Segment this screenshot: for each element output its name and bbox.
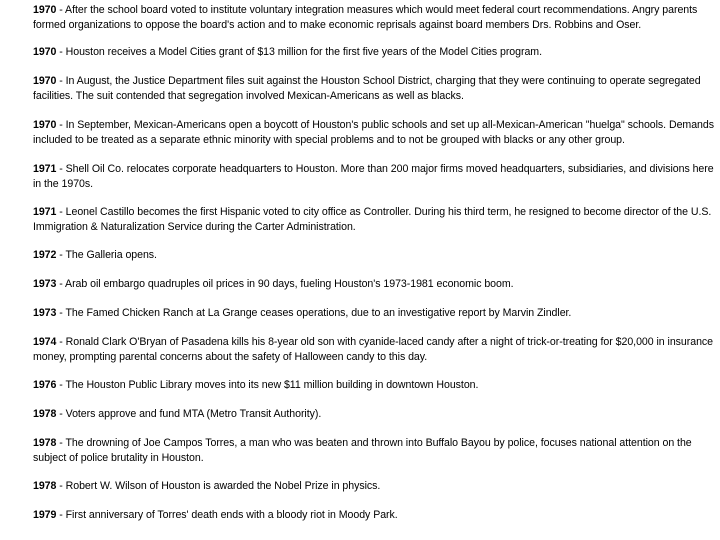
entry-text: - After the school board voted to institute voluntary integration measures which would meet federal court recommendations. Angry parents formed organizations to oppose the board's action and to make economic reprisals against board members Drs. Robbins and Oser. [33,4,698,31]
timeline-entry [33,205,717,235]
timeline-entry [33,306,717,321]
entry-year: 1979 [33,509,57,521]
entry-year: 1970 [33,75,57,87]
timeline-entry [33,248,717,263]
entry-year: 1973 [33,278,57,290]
entry-year: 1970 [33,46,57,58]
entry-text: - Ronald Clark O'Bryan of Pasadena kills his 8-year old son with cyanide-laced candy after a night of trick-or-treating for $20,000 in insurance money, prompting parental concerns about the safety of Halloween candy to this day. [33,336,714,363]
entry-text: - Voters approve and fund MTA (Metro Transit Authority). [56,408,322,420]
entry-text: - Houston receives a Model Cities grant of $13 million for the first five years of the Model Cities program. [56,46,542,58]
entry-text: - The Houston Public Library moves into its new $11 million building in downtown Houston. [56,379,479,391]
timeline-entry [33,479,717,494]
entry-year: 1978 [33,480,57,492]
timeline-entry [33,335,717,365]
entry-year: 1971 [33,163,57,175]
timeline-entry [33,118,717,148]
entry-text: - Shell Oil Co. relocates corporate headquarters to Houston. More than 200 major firms moved headquarters, subsidiaries, and divisions here in the 1970s. [33,163,714,190]
entry-year: 1978 [33,437,57,449]
entry-year: 1970 [33,4,57,16]
entry-year: 1970 [33,119,57,131]
entry-text: - First anniversary of Torres' death ends with a bloody riot in Moody Park. [56,509,398,521]
entry-text: - Leonel Castillo becomes the first Hispanic voted to city office as Controller. During his third term, he resigned to become director of the U.S. Immigration & Naturalization Service during the Carter Administration. [33,206,712,233]
entry-year: 1972 [33,249,57,261]
timeline-entry [33,74,717,104]
entry-text: - The Galleria opens. [56,249,157,261]
entry-year: 1976 [33,379,57,391]
entry-year: 1978 [33,408,57,420]
entry-text: - The drowning of Joe Campos Torres, a man who was beaten and thrown into Buffalo Bayou by police, focuses national attention on the subject of police brutality in Houston. [33,437,692,464]
entry-text: - In August, the Justice Department files suit against the Houston School District, charging that they were continuing to operate segregated facilities. The suit contended that segregation involved Mexican-Americans as well as blacks. [33,75,701,102]
entry-year: 1974 [33,336,57,348]
timeline-entry [33,378,717,393]
entry-year: 1971 [33,206,57,218]
timeline-entry [33,45,717,60]
timeline-entry [33,3,717,33]
timeline-entry [33,407,717,422]
timeline-entry [33,162,717,192]
entry-text: - In September, Mexican-Americans open a boycott of Houston's public schools and set up all-Mexican-American "huelga" schools. Demands included to be treated as a separate ethnic minority with special problems and to not be grouped with blacks or any other group. [33,119,714,146]
timeline-entry [33,277,717,292]
timeline-entry [33,508,717,523]
entry-text: - Arab oil embargo quadruples oil prices in 90 days, fueling Houston's 1973-1981 economic boom. [56,278,514,290]
entry-text: - The Famed Chicken Ranch at La Grange ceases operations, due to an investigative report by Marvin Zindler. [56,307,572,319]
timeline-entry [33,436,717,466]
entry-year: 1973 [33,307,57,319]
entry-text: - Robert W. Wilson of Houston is awarded the Nobel Prize in physics. [56,480,381,492]
